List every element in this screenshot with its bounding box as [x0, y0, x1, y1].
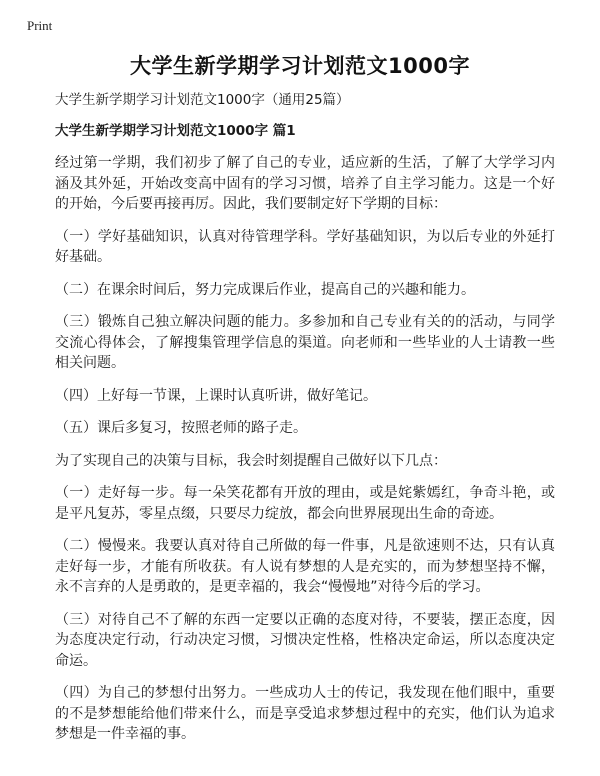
point-item-2: （二）慢慢来。我要认真对待自己所做的每一件事，凡是欲速则不达，只有认真走好每一步，才能有所收获。有人说有梦想的人是充实的，而为梦想坚持不懈，永不言弃的人是勇敢的，是更幸福的，我会“慢慢地”对待今后的学习。 [55, 538, 555, 595]
point-item-4: （四）为自己的梦想付出努力。一些成功人士的传记，我发现在他们眼中，重要的不是梦想能给他们带来什么，而是享受追求梦想过程中的充实，他们认为追求梦想是一件幸福的事。 [55, 685, 555, 742]
page-title: 大学生新学期学习计划范文1000字 [130, 54, 470, 78]
transition-paragraph: 为了实现自己的决策与目标，我会时刻提醒自己做好以下几点： [55, 452, 447, 469]
point-item-1: （一）走好每一步。每一朵笑花都有开放的理由，或是姹紫嫣红，争奇斗艳，或是平凡复苏，零星点缀，只要尽力绽放，都会向世界展现出生命的奇迹。 [55, 485, 555, 522]
goal-item-2: （二）在课余时间后，努力完成课后作业，提高自己的兴趣和能力。 [55, 281, 475, 298]
document-subtitle: 大学生新学期学习计划范文1000字（通用25篇） [55, 92, 350, 108]
document-body [55, 90, 555, 757]
point-item-3: （三）对待自己不了解的东西一定要以正确的态度对待，不要装，摆正态度，因为态度决定行动，行动决定习惯，习惯决定性格，性格决定命运，所以态度决定命运。 [55, 611, 555, 669]
goal-item-1: （一）学好基础知识，认真对待管理学科。学好基础知识，为以后专业的外延打好基础。 [55, 228, 555, 265]
goal-item-4: （四）上好每一节课，上课时认真听讲，做好笔记。 [55, 387, 377, 404]
print-label[interactable]: Print [27, 18, 53, 33]
section-heading: 大学生新学期学习计划范文1000字 篇1 [55, 123, 296, 139]
intro-paragraph: 经过第一学期，我们初步了解了自己的专业，适应新的生活，了解了大学学习内涵及其外延，开始改变高中固有的学习习惯，培养了自主学习能力。这是一个好的开始，今后要再接再厉。因此，我们要制定好下学期的目标： [55, 155, 555, 212]
goal-item-5: （五）课后多复习，按照老师的路子走。 [55, 420, 307, 436]
goal-item-3: （三）锻炼自己独立解决问题的能力。多参加和自己专业有关的的活动，与同学交流心得体会，了解搜集管理学信息的渠道。向老师和一些毕业的人士请教一些相关问题。 [55, 314, 555, 371]
